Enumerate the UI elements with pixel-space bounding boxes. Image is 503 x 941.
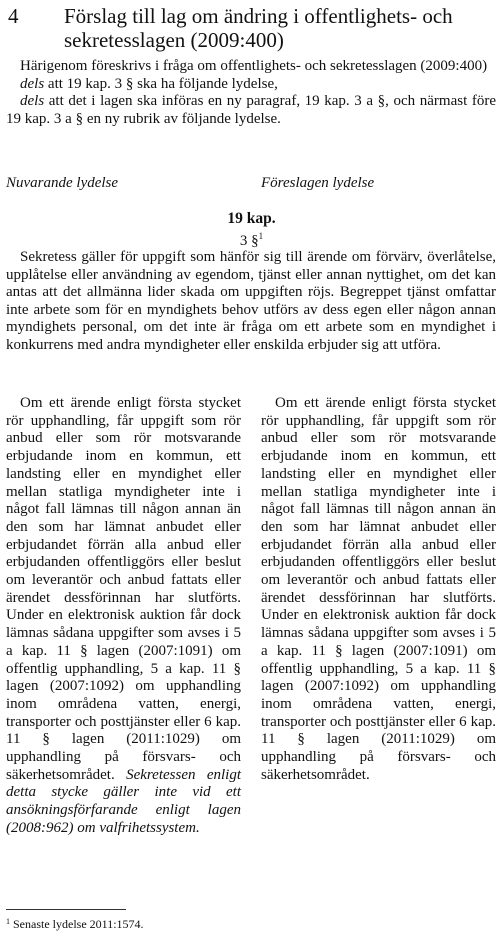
dels-word: dels: [20, 75, 45, 92]
proposed-wording-header: Föreslagen lydelse: [261, 175, 375, 191]
common-paragraph: Sekretess gäller för uppgift som hänför sig till ärende om förvärv, överlåtelse, upplåtelse eller användning av egendom, tjänst eller annan nyttighet, om det kan antas att det allmänna lider skada om uppgiften röjs. Begreppet tjänst omfattar inte arbete som för en myndighets behov utförs av dess egen eller någon annan myndighets personal, om det inte är fråga om ett arbete som en myndighet i konkurrens med andra myndigheter eller enskilda erbjuder sig att utföra.: [6, 249, 496, 353]
dels-word: dels: [20, 93, 45, 109]
intro: [6, 58, 496, 128]
intro-dels-second: [6, 93, 496, 128]
current-wording-paragraph: [6, 395, 241, 838]
section-heading: [0, 231, 503, 250]
current-wording-italic: Sekretessen enligt detta stycke gäller inte vid ett ansökningsförfarande enligt lagen (2008:962) om valfrihetssystem.: [6, 766, 241, 836]
heading-number: 4: [8, 4, 19, 28]
footnote: [6, 917, 144, 932]
intro-dels-first: [6, 76, 496, 94]
footnote-text: Senaste lydelse 2011:1574.: [10, 917, 144, 931]
heading-title: Förslag till lag om ändring i offentlighets- och sekretesslagen (2009:400): [64, 4, 453, 52]
chapter-heading: 19 kap.: [227, 210, 276, 227]
footnote-divider: [6, 909, 126, 910]
footnote-reference: 1: [258, 231, 264, 241]
section-label: 3 §: [239, 233, 259, 249]
current-wording-text: Om ett ärende enligt första stycket rör upphandling, får uppgift som rör anbud eller som rör motsvarande erbjudande inom en kommun, ett landsting eller en myndighet eller mellan statliga myndigheter inte i något fall lämnas till någon annan än den som har lämnat anbudet eller erbjudandet förrän alla anbud eller erbjudanden offentliggörs eller beslut om leverantör och anbud fattats eller ärendet dessförinnan har slutförts. Under en elektronisk auktion får dock lämnas sådana uppgifter som avses i 5 a kap. 11 § lagen (2007:1091) om offentlig upphandling, 5 a kap. 11 § lagen (2007:1092) om upphandling inom områdena vatten, energi, transporter och posttjänster eller 6 kap. 11 § lagen (2011:1029) om upphandling på försvars- och säkerhetsområdet.: [6, 395, 241, 783]
proposed-wording-paragraph: Om ett ärende enligt första stycket rör upphandling, får uppgift som rör anbud eller som rör motsvarande erbjudande inom en kommun, ett landsting eller en myndighet eller mellan statliga myndigheter inte i något fall lämnas till någon annan än den som har lämnat anbudet eller erbjudandet förrän alla anbud eller erbjudanden offentliggörs eller beslut om leverantör och anbud fattats eller ärendet dessförinnan har slutförts. Under en elektronisk auktion får dock lämnas sådana uppgifter som avses i 5 a kap. 11 § lagen (2007:1091) om offentlig upphandling, 5 a kap. 11 § lagen (2007:1092) om upphandling inom områdena vatten, energi, transporter och posttjänster eller 6 kap. 11 § lagen (2011:1029) om upphandling på försvars- och säkerhetsområdet.: [261, 395, 496, 783]
footnote-marker: 1: [6, 917, 10, 926]
current-wording-header: Nuvarande lydelse: [6, 175, 119, 191]
dels-text: att 19 kap. 3 § ska ha följande lydelse,: [44, 75, 278, 92]
intro-line: Härigenom föreskrivs i fråga om offentlighets- och sekretesslagen (2009:400): [20, 58, 488, 74]
dels-text: att det i lagen ska införas en ny paragraf, 19 kap. 3 a §, och närmast före 19 kap. 3 a § en ny rubrik av följande lydelse.: [6, 93, 496, 127]
